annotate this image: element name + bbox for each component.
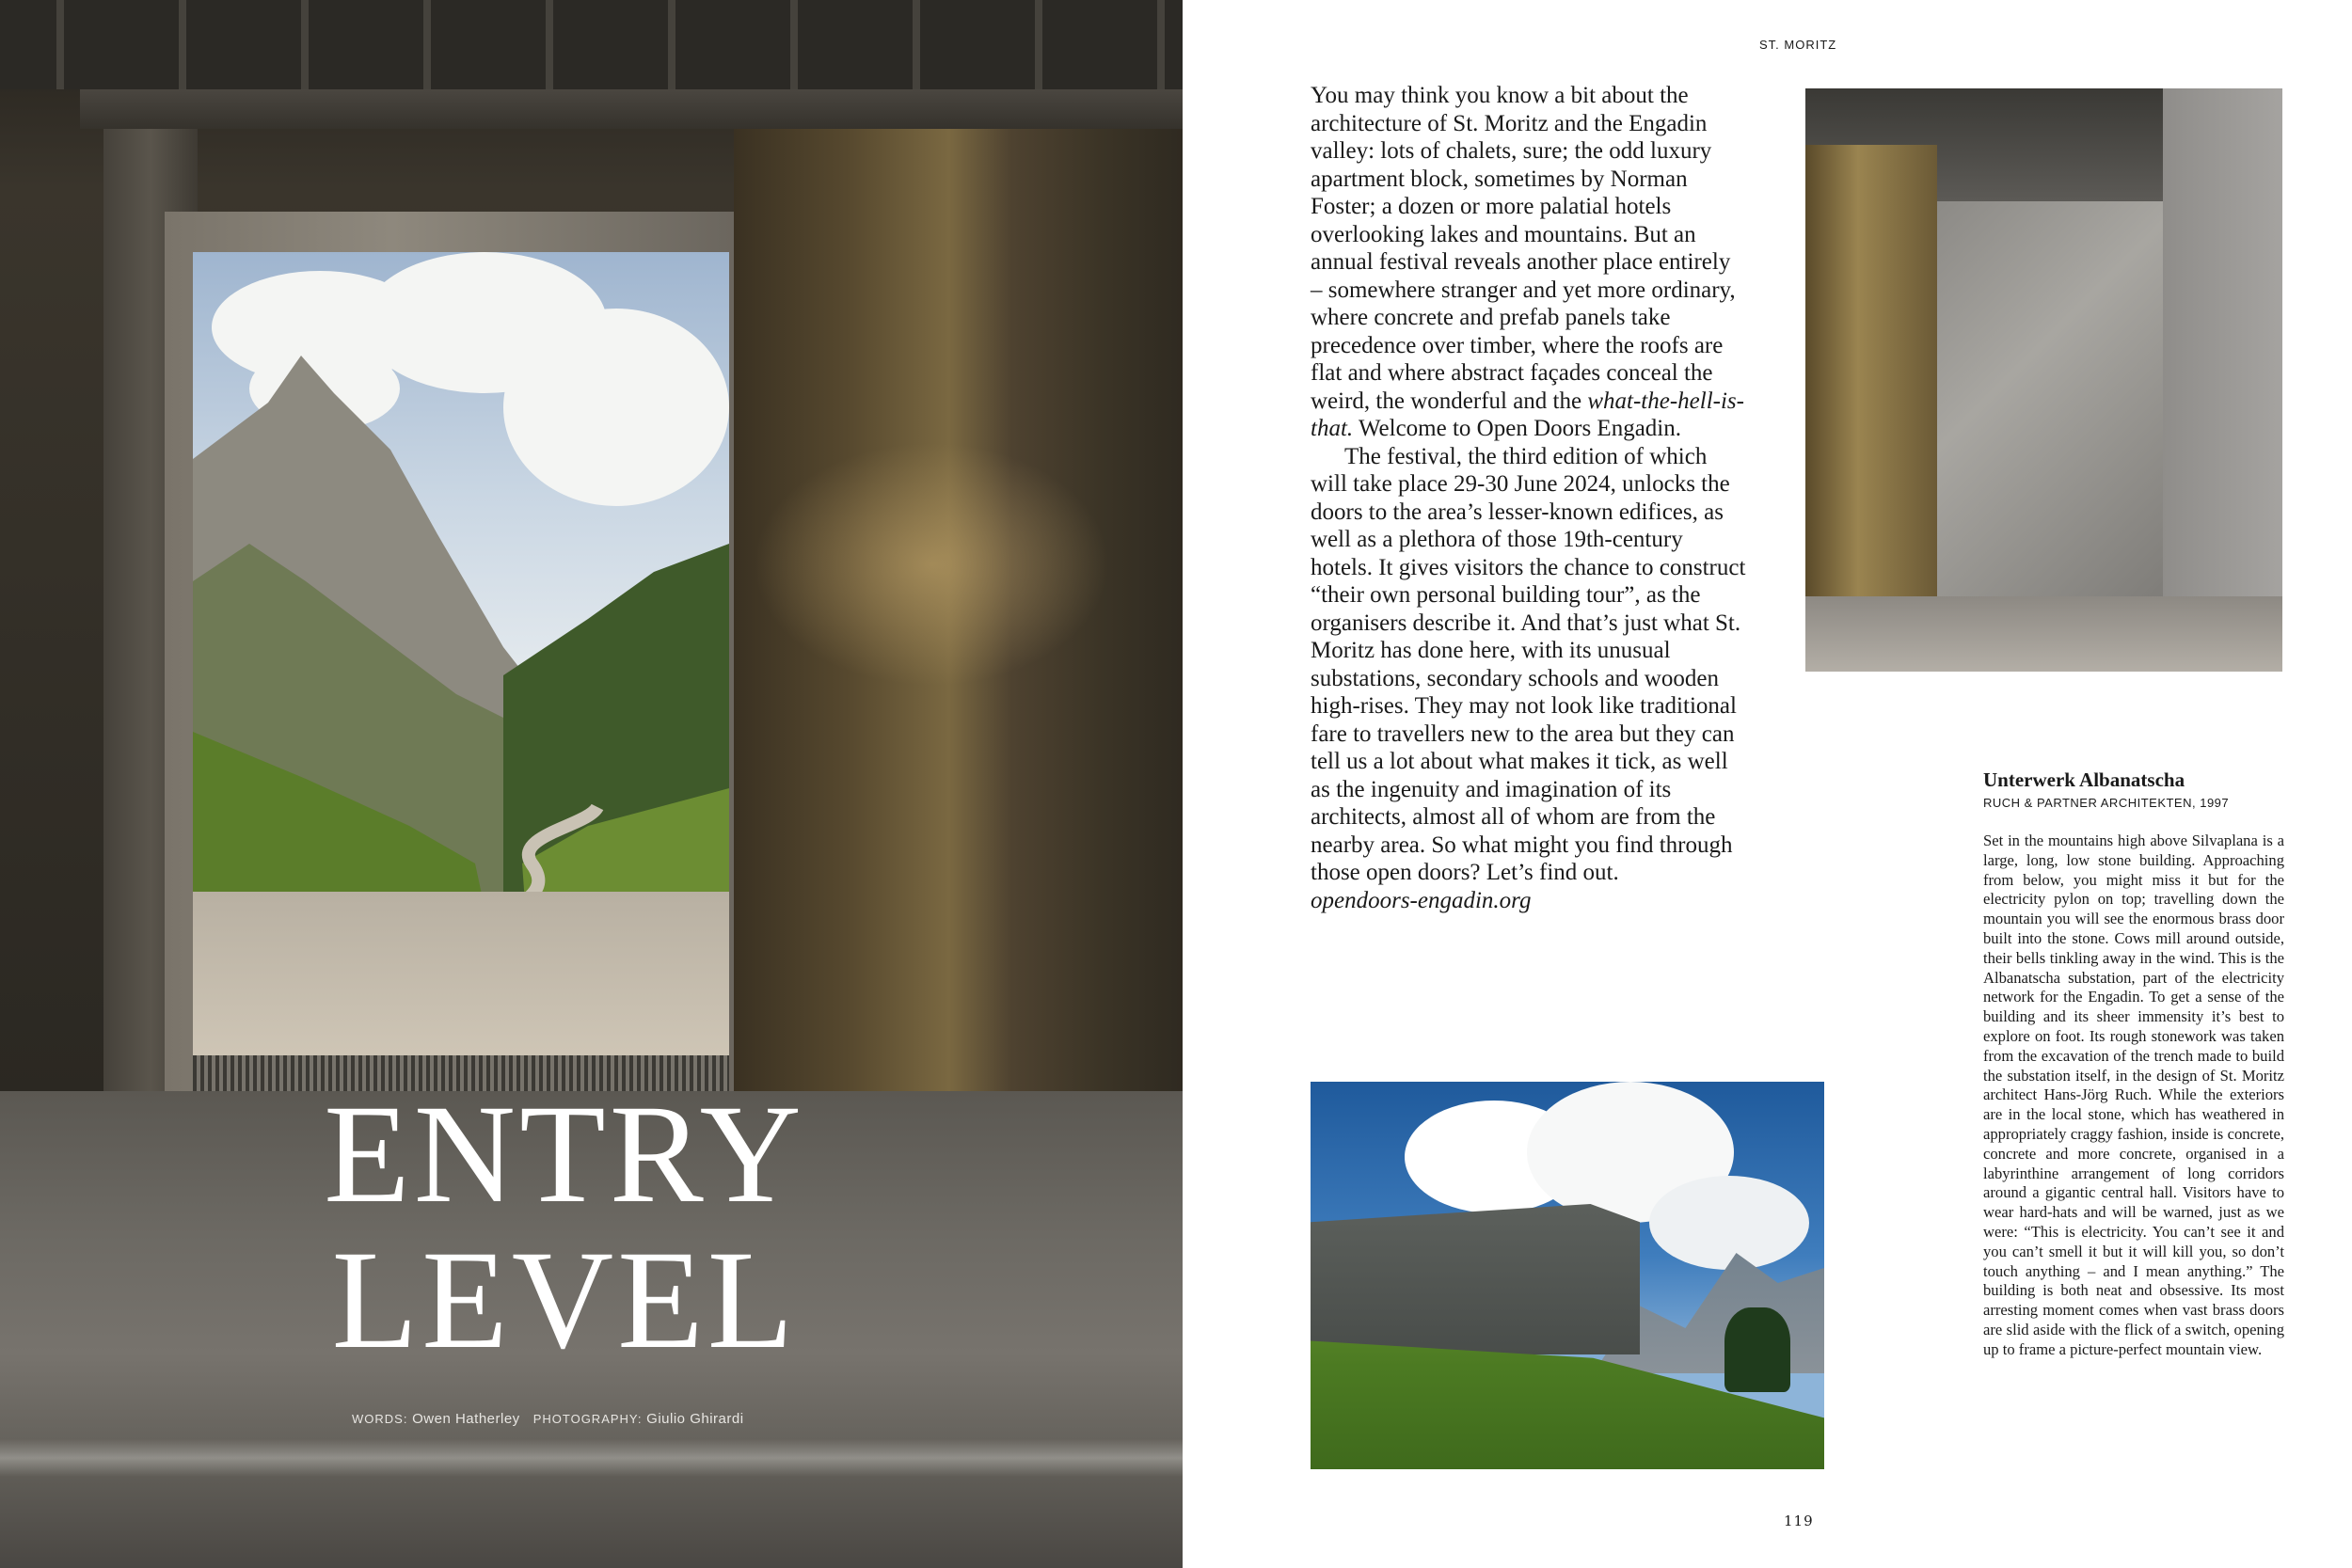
mountain-view [193,252,729,1061]
intro-paragraph-2: The festival, the third edition of which will take place 29-30 June 2024, unlocks the doors to the area’s lesser-known edifices, as well as a plethora of those 19th-century hotels. It gives visitors the chance to construct “their own personal building tour”, as the organisers describe it. And that’s just what St. Moritz has done here, with its unusual substations, secondary schools and wooden high-rises. They may not look like traditional fare to travellers new to the area but they can tell us a lot about what makes it tick, as well as the ingenuity and imagination of its architects, almost all of whom are from the nearby area. So what might you find through those open doors? Let’s find out. [1311,443,1746,885]
sidebar-title: Unterwerk Albanatscha [1983,768,2185,791]
headline [188,1076,941,1378]
interior-photo [1805,88,2282,672]
stone-building [1311,1204,1640,1354]
photography-label: PHOTOGRAPHY: [532,1412,643,1426]
words-label: WORDS: [352,1412,408,1426]
exterior-photo [1311,1082,1824,1469]
photography-author: Giulio Ghirardi [646,1411,744,1427]
intro-paragraph-1: You may think you know a bit about the architecture of St. Moritz and the Engadin valley: lots of chalets, sure; the odd luxury apartment block, sometimes by Norman Foster; a dozen or more palatial hotels overlooking lakes and mountains. But an annual festival reveals another place entirely – somewhere stranger and yet more ordinary, where concrete and prefab panels take precedence over timber, where the roofs are flat and where abstract façades conceal the weird, the wonderful and the what-the-hell-is-that. Welcome to Open Doors Engadin. [1311,83,1744,441]
headline-line-2: LEVEL [331,1222,798,1378]
headline-line-1: ENTRY [324,1076,805,1232]
running-head: ST. MORITZ [1759,38,1837,52]
road [193,892,729,1061]
concrete-wall [1937,201,2163,596]
credits [352,1411,744,1427]
brass-panel [1805,145,1937,672]
festival-url[interactable]: opendoors-engadin.org [1311,887,1532,913]
words-author: Owen Hatherley [412,1411,520,1427]
intro-text [1311,82,1748,914]
sidebar-subtitle: RUCH & PARTNER ARCHITEKTEN, 1997 [1983,796,2230,810]
page-number: 119 [1784,1513,1814,1529]
sidebar-body: Set in the mountains high above Silvaplana is a large, long, low stone building. Approaching from below, you might miss it but for the electricity pylon on top; travelling down the mountain you will see the enormous brass door built into the stone. Cows mill around outside, their bells tinkling away in the wind. This is the Albanatscha substation, part of the electricity network for the Engadin. To get a sense of the building and its sheer immensity it’s best to explore on foot. Its rough stonework was taken from the excavation of the trench made to build the substation itself, in the design of St. Moritz architect Hans-Jörg Ruch. While the exteriors are in the local stone, which has weathered in appropriately craggy fashion, inside is concrete, concrete and more concrete, organised in a labyrinthine arrangement of long corridors around a gigantic central hall. Visitors have to wear hard-hats and will be warned, just as we were: “This is electricity. You can’t see it and you can’t smell it but it will kill you, so don’t touch anything – and I mean anything.” The building is both neat and obsessive. Its most arresting moment comes when vast brass doors are slid aside with the flick of a switch, opening up to frame a picture-perfect mountain view. [1983,832,2284,1358]
ceiling-beams [0,0,1183,89]
